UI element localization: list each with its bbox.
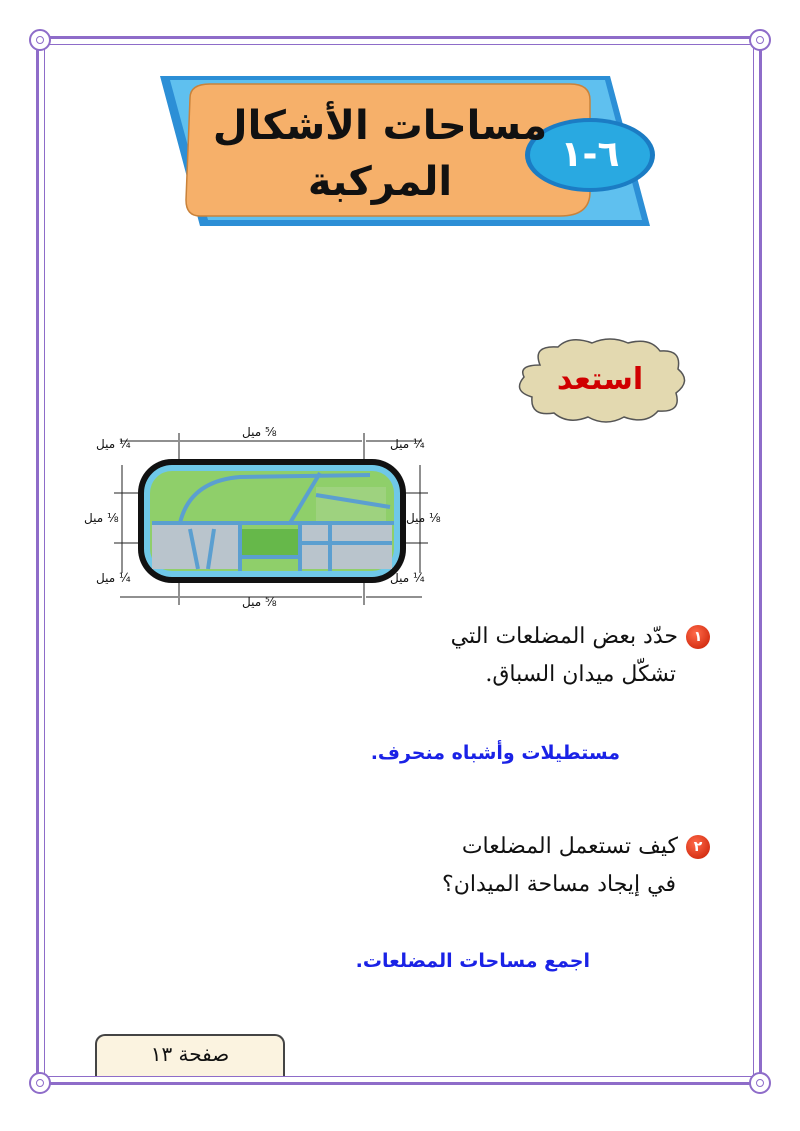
corner-ornament (749, 29, 771, 51)
dimension-label: ⅝ ميل (242, 425, 277, 439)
question-text-line: حدّد بعض المضلعات التي (450, 624, 678, 649)
question-text-line: في إيجاد مساحة الميدان؟ (442, 872, 676, 897)
lesson-title-line2: المركبة (307, 159, 453, 205)
question-number-badge: ١ (686, 625, 710, 649)
dimension-label: ⅝ ميل (242, 595, 277, 609)
question-text-line: تشكّل ميدان السباق. (485, 662, 676, 687)
dimension-label: ⅛ ميل (406, 511, 441, 525)
lesson-number: ٦-١ (560, 134, 620, 175)
dimension-label: ¼ ميل (96, 437, 131, 451)
question-2 (380, 828, 710, 904)
answer-2: اجمع مساحات المضلعات. (355, 950, 590, 972)
dimension-label: ¼ ميل (390, 437, 425, 451)
race-track-figure (84, 425, 450, 615)
dimension-label: ¼ ميل (390, 571, 425, 585)
question-text-line: كيف تستعمل المضلعات (461, 834, 678, 859)
question-number-badge: ٢ (686, 835, 710, 859)
corner-ornament (29, 1072, 51, 1094)
lesson-title (190, 98, 570, 210)
dimension-label: ¼ ميل (96, 571, 131, 585)
corner-ornament (29, 29, 51, 51)
answer-1: مستطيلات وأشباه منحرف. (370, 742, 620, 764)
page-number: صفحة ١٣ (150, 1042, 230, 1066)
race-track-diagram (90, 425, 450, 615)
get-ready-label: استعد (556, 362, 644, 397)
corner-ornament (749, 1072, 771, 1094)
page-number-tab (95, 1034, 285, 1076)
lesson-header (150, 70, 660, 240)
dimension-label: ⅛ ميل (84, 511, 119, 525)
get-ready-badge (510, 335, 690, 425)
lesson-title-line1: مساحات الأشكال (212, 103, 548, 149)
question-1 (380, 618, 710, 694)
